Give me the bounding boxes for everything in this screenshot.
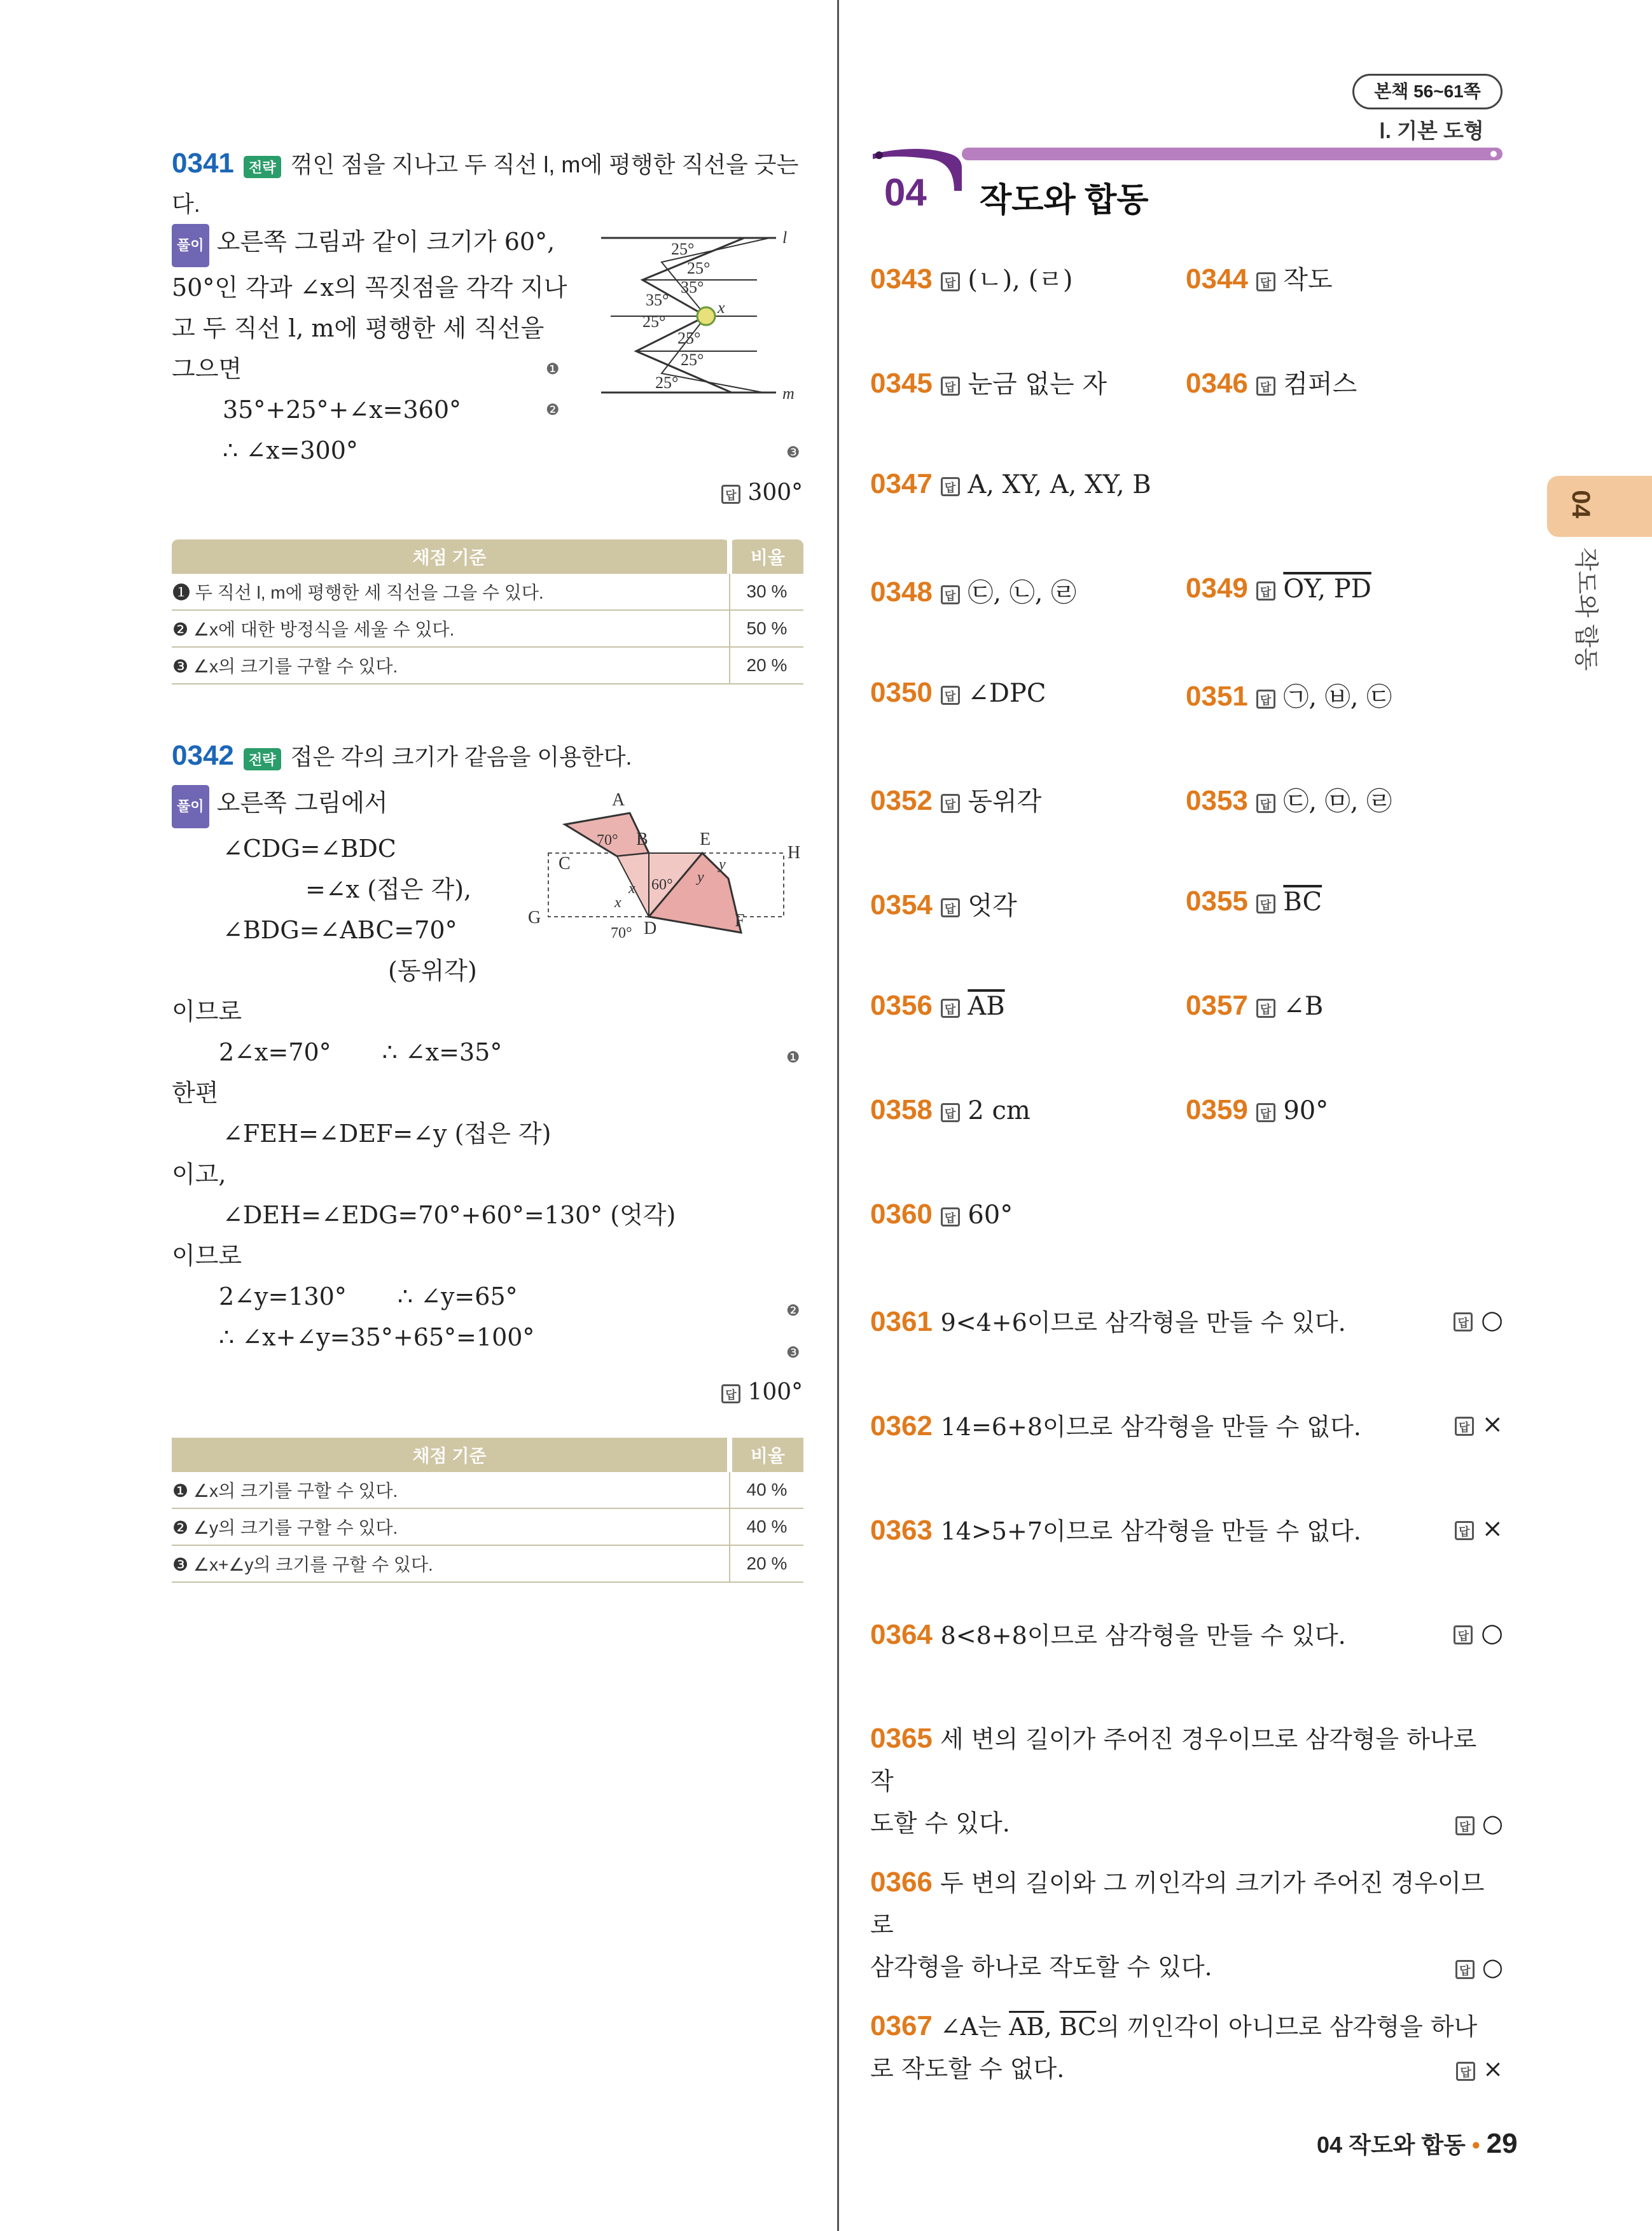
fig-angle: 70° bbox=[597, 832, 618, 849]
row-ratio: 40 % bbox=[730, 1508, 803, 1545]
answer-icon: 답 bbox=[1256, 377, 1275, 396]
q342-strategy: 접은 각의 크기가 같음을 이용한다. bbox=[290, 744, 632, 770]
fig-angle: x bbox=[628, 880, 635, 897]
answer-number: 0345 bbox=[870, 368, 933, 399]
long-answer-item bbox=[870, 1512, 1503, 1546]
answer-text: 90° bbox=[1283, 1096, 1329, 1125]
q342-mark-1: ❶ bbox=[786, 1049, 800, 1066]
long-answer-item bbox=[870, 1407, 1503, 1442]
fig-label-C: C bbox=[559, 854, 571, 873]
answer-number: 0346 bbox=[1186, 368, 1248, 399]
answer-item bbox=[1186, 364, 1357, 400]
side-tab-number: 04 bbox=[1566, 490, 1595, 518]
answer-text: 도할 수 있다. bbox=[870, 1809, 1010, 1837]
q341-line: 50°인 각과 ∠x의 꼭짓점을 각각 지나 bbox=[172, 274, 567, 302]
q341-result: ∴ ∠x=300° bbox=[223, 436, 358, 464]
q342-answer-value: 100° bbox=[747, 1379, 803, 1405]
side-tab bbox=[1547, 476, 1652, 537]
row-num: ❶ bbox=[172, 1481, 189, 1501]
q342-line: ∴ ∠x+∠y=35°+65°=100° bbox=[219, 1323, 535, 1351]
answer-item bbox=[870, 1199, 1013, 1230]
fig-angle: 25° bbox=[655, 373, 679, 392]
row-text: ∠y의 크기를 구할 수 있다. bbox=[193, 1518, 398, 1538]
q341-mark-3: ❸ bbox=[786, 444, 800, 461]
answer-number: 0358 bbox=[870, 1094, 933, 1125]
answer-item bbox=[870, 781, 1041, 817]
answer-item bbox=[870, 573, 1076, 609]
answer-number: 0350 bbox=[870, 677, 933, 708]
answer-text: $\overline{BC}$ bbox=[1283, 887, 1322, 917]
answer-text: 의 끼인각이 아니므로 삼각형을 하나 bbox=[1096, 2013, 1478, 2041]
chapter-number: 04 bbox=[884, 171, 927, 214]
long-answer-item bbox=[870, 1861, 1503, 1988]
section-label: Ⅰ. 기본 도형 bbox=[1379, 119, 1484, 142]
row-num: ❸ bbox=[172, 657, 189, 676]
q341-header bbox=[172, 145, 808, 224]
fig-angle: 25° bbox=[687, 259, 711, 277]
q341-mark-2: ❷ bbox=[546, 401, 560, 419]
chapter-title: 작도와 합동 bbox=[980, 182, 1149, 219]
answer-icon: 답 bbox=[941, 1207, 960, 1227]
answer-text: ㉢, ㉡, ㉣ bbox=[968, 578, 1077, 608]
answer-icon: 답 bbox=[1256, 999, 1275, 1018]
q341-line: 그으면 bbox=[172, 355, 242, 383]
answer-number: 0355 bbox=[1186, 886, 1248, 917]
answer-text: 눈금 없는 자 bbox=[968, 370, 1107, 399]
fig-angle: y bbox=[697, 869, 704, 886]
answer-text: 세 변의 길이가 주어진 경우이므로 삼각형을 하나로 작 bbox=[870, 1725, 1477, 1795]
footer-chapter-num: 04 bbox=[1317, 2132, 1343, 2158]
answer-number: 0343 bbox=[870, 263, 933, 295]
answer-icon: 답 bbox=[1256, 894, 1275, 914]
answer-text: 9<4+6이므로 삼각형을 만들 수 있다. bbox=[940, 1309, 1346, 1337]
side-tab-title: 작도와 합동 bbox=[1572, 547, 1599, 671]
q342-line: ∴ ∠x=35° bbox=[382, 1038, 503, 1066]
page-footer: 04 작도와 합동 • 29 bbox=[1317, 2128, 1518, 2159]
answer-number: 0344 bbox=[1186, 263, 1248, 295]
answer-icon: 답 bbox=[941, 377, 960, 396]
answer-item bbox=[870, 886, 1017, 922]
answer-icon: 답 bbox=[1256, 581, 1275, 601]
chapter-banner bbox=[868, 140, 1507, 191]
q341-strategy: 꺾인 점을 지나고 두 직선 l, m에 평행한 직선을 긋는다. bbox=[172, 151, 799, 217]
fig-label-F: F bbox=[735, 911, 745, 931]
answer-icon: 답 bbox=[941, 898, 960, 917]
q342-line: ∠CDG=∠BDC bbox=[223, 835, 396, 863]
q341-figure bbox=[598, 224, 802, 402]
answer-item bbox=[870, 364, 1107, 400]
answer-mark: ○ bbox=[1482, 1809, 1503, 1837]
q342-line: ∠FEH=∠DEF=∠y (접은 각) bbox=[223, 1120, 552, 1148]
fig-angle: 25° bbox=[681, 351, 704, 369]
answer-number: 0360 bbox=[870, 1199, 933, 1230]
page-divider bbox=[837, 0, 839, 2231]
answer-icon: 답 bbox=[1455, 1816, 1475, 1835]
answer-icon: 답 bbox=[941, 585, 960, 604]
q342-line: ∠DEH=∠EDG=70°+60°=130° (엇각) bbox=[223, 1201, 676, 1229]
table-row bbox=[172, 574, 803, 610]
answer-mark: ○ bbox=[1482, 1953, 1503, 1981]
answer-number: 0359 bbox=[1186, 1094, 1248, 1125]
answer-text: ∠DPC bbox=[968, 679, 1046, 708]
answer-number: 0364 bbox=[870, 1619, 933, 1650]
q341-answer-value: 300° bbox=[747, 480, 803, 506]
table-row bbox=[172, 610, 803, 647]
answer-number: 0354 bbox=[870, 889, 933, 921]
long-answer-item bbox=[870, 1718, 1503, 1844]
answer-item bbox=[870, 990, 1005, 1022]
answer-item bbox=[1186, 677, 1392, 713]
q341-line: 고 두 직선 l, m에 평행한 세 직선을 bbox=[172, 314, 545, 342]
answer-text: $\overline{BC}$ bbox=[1059, 2013, 1097, 2041]
q342-number: 0342 bbox=[172, 740, 234, 771]
answer-text: 동위각 bbox=[968, 787, 1042, 816]
answer-number: 0352 bbox=[870, 785, 933, 816]
answer-text: $\overline{AB}$ bbox=[1009, 2013, 1045, 2041]
solution-tag: 풀이 bbox=[172, 785, 209, 828]
q341-answer bbox=[721, 480, 803, 506]
table-row bbox=[172, 647, 803, 684]
row-text: ∠x의 크기를 구할 수 있다. bbox=[193, 657, 398, 676]
fig-angle: y bbox=[719, 856, 726, 873]
answer-icon: 답 bbox=[941, 794, 960, 813]
table-row bbox=[172, 1508, 803, 1545]
row-text: ∠x의 크기를 구할 수 있다. bbox=[193, 1481, 398, 1501]
answer-icon: 답 bbox=[941, 272, 960, 291]
fig-label-l: l bbox=[782, 228, 788, 247]
answer-number: 0362 bbox=[870, 1410, 933, 1442]
q342-line: =∠x (접은 각), bbox=[305, 875, 472, 903]
fig-angle: x bbox=[614, 894, 621, 911]
q341-number: 0341 bbox=[172, 148, 234, 179]
q342-answer bbox=[721, 1379, 803, 1405]
strategy-tag: 전략 bbox=[244, 156, 281, 178]
q341-solution bbox=[172, 221, 579, 471]
answer-number: 0366 bbox=[870, 1866, 933, 1898]
q342-scoring-table bbox=[172, 1438, 803, 1583]
answer-icon: 답 bbox=[721, 485, 740, 504]
answer-item bbox=[870, 260, 1072, 296]
answer-text: , bbox=[1044, 2013, 1060, 2041]
answer-number: 0347 bbox=[870, 468, 933, 499]
q342-line: 오른쪽 그림에서 bbox=[216, 789, 388, 817]
answer-text: ㉠, ㉥, ㉢ bbox=[1283, 683, 1392, 712]
answer-icon: 답 bbox=[941, 686, 960, 705]
answer-icon: 답 bbox=[1256, 690, 1275, 709]
answer-item bbox=[1186, 260, 1333, 296]
answer-number: 0367 bbox=[870, 2010, 933, 2041]
answer-text: 엇각 bbox=[968, 891, 1017, 921]
q341-line: 오른쪽 그림과 같이 크기가 60°, bbox=[216, 228, 555, 256]
answer-text: 14>5+7이므로 삼각형을 만들 수 없다. bbox=[940, 1517, 1361, 1545]
q341-scoring-table bbox=[172, 539, 803, 685]
answer-text: 삼각형을 하나로 작도할 수 있다. bbox=[870, 1953, 1212, 1981]
answer-number: 0353 bbox=[1186, 785, 1248, 816]
answer-mark: × bbox=[1482, 1410, 1503, 1439]
row-num: ❸ bbox=[172, 1555, 189, 1574]
page-number: 29 bbox=[1486, 2128, 1518, 2159]
table-row bbox=[172, 1545, 803, 1582]
answer-text: 두 변의 길이와 그 끼인각의 크기가 주어진 경우이므로 bbox=[870, 1869, 1485, 1939]
answer-mark: ○ bbox=[1481, 1305, 1503, 1335]
answer-text: 60° bbox=[968, 1200, 1013, 1230]
table-head-ratio: 비율 bbox=[730, 539, 803, 574]
book-ref-text: 본책 56~61쪽 bbox=[1374, 81, 1481, 101]
answer-number: 0349 bbox=[1186, 573, 1248, 604]
answer-number: 0356 bbox=[870, 990, 933, 1021]
answer-item bbox=[870, 677, 1046, 709]
table-head-criteria: 채점 기준 bbox=[172, 539, 730, 574]
strategy-tag: 전략 bbox=[244, 748, 281, 770]
q342-line: 이고, bbox=[172, 1160, 226, 1188]
q342-header bbox=[172, 739, 808, 772]
answer-icon: 답 bbox=[1256, 1103, 1275, 1122]
q342-line: 이므로 bbox=[172, 1242, 242, 1270]
answer-number: 0348 bbox=[870, 576, 933, 608]
fig-label-x: x bbox=[718, 298, 725, 317]
row-text: ∠x에 대한 방정식을 세울 수 있다. bbox=[193, 620, 455, 639]
answer-number: 0357 bbox=[1186, 990, 1248, 1021]
answer-icon: 답 bbox=[1455, 1521, 1474, 1540]
fig-label-G: G bbox=[528, 908, 541, 928]
fig-angle: 35° bbox=[646, 291, 669, 309]
book-ref-badge bbox=[1352, 74, 1503, 109]
q342-line: (동위각) bbox=[388, 957, 477, 985]
fig-angle: 25° bbox=[642, 312, 666, 331]
answer-item bbox=[1186, 1094, 1328, 1126]
answer-item bbox=[1186, 990, 1323, 1022]
q342-line: 이므로 bbox=[172, 997, 242, 1025]
row-num: ❶ bbox=[172, 583, 191, 602]
q342-mark-3: ❸ bbox=[786, 1344, 800, 1361]
row-ratio: 20 % bbox=[730, 647, 803, 684]
row-ratio: 40 % bbox=[730, 1472, 803, 1508]
footer-chapter-title: 작도와 합동 bbox=[1349, 2132, 1466, 2158]
answer-icon: 답 bbox=[1454, 1625, 1473, 1644]
q342-line: 2∠x=70° bbox=[219, 1038, 331, 1066]
fig-label-A: A bbox=[612, 790, 625, 810]
q342-figure bbox=[522, 786, 808, 952]
answer-item bbox=[1186, 573, 1371, 604]
fig-angle: 25° bbox=[677, 329, 701, 347]
fig-angle: 70° bbox=[611, 925, 632, 942]
answer-icon: 답 bbox=[1455, 1417, 1474, 1436]
row-ratio: 30 % bbox=[730, 574, 803, 610]
answer-text: ㉢, ㉤, ㉣ bbox=[1283, 787, 1392, 816]
answer-icon: 답 bbox=[941, 477, 960, 496]
answer-text: ∠A는 bbox=[940, 2013, 1010, 2041]
q342-line: 한편 bbox=[172, 1079, 219, 1107]
row-ratio: 50 % bbox=[730, 610, 803, 647]
answer-item bbox=[1186, 886, 1322, 917]
table-head-ratio: 비율 bbox=[730, 1438, 803, 1472]
solution-tag: 풀이 bbox=[172, 224, 209, 267]
fig-label-H: H bbox=[788, 843, 801, 863]
long-answer-item bbox=[870, 2005, 1503, 2090]
answer-number: 0351 bbox=[1186, 681, 1248, 712]
answer-text: 2 cm bbox=[968, 1096, 1031, 1125]
q342-line: ∴ ∠y=65° bbox=[397, 1282, 518, 1310]
answer-icon: 답 bbox=[1456, 2062, 1475, 2081]
row-ratio: 20 % bbox=[730, 1545, 803, 1582]
answer-icon: 답 bbox=[1454, 1312, 1473, 1331]
fig-angle: 25° bbox=[671, 240, 695, 258]
answer-text: 로 작도할 수 없다. bbox=[870, 2055, 1065, 2083]
table-head-criteria: 채점 기준 bbox=[172, 1438, 730, 1472]
answer-text: 컴퍼스 bbox=[1283, 370, 1357, 399]
answer-icon: 답 bbox=[941, 999, 960, 1018]
q341-equation: 35°+25°+∠x=360° bbox=[223, 396, 462, 424]
row-text: 두 직선 l, m에 평행한 세 직선을 그을 수 있다. bbox=[195, 583, 544, 602]
answer-mark: ○ bbox=[1481, 1618, 1503, 1648]
fig-label-E: E bbox=[700, 830, 711, 849]
answer-icon: 답 bbox=[941, 1103, 960, 1122]
fig-angle: 35° bbox=[681, 278, 704, 296]
answer-number: 0363 bbox=[870, 1515, 933, 1546]
answer-mark: × bbox=[1482, 1514, 1503, 1543]
answer-item bbox=[870, 468, 1151, 500]
fig-label-m: m bbox=[782, 384, 795, 402]
answer-icon: 답 bbox=[1256, 272, 1275, 291]
table-row bbox=[172, 1472, 803, 1508]
fig-angle: 60° bbox=[651, 877, 673, 893]
answer-text: A, XY, A, XY, B bbox=[968, 470, 1151, 499]
answer-text: ∠B bbox=[1283, 992, 1324, 1021]
row-num: ❷ bbox=[172, 620, 189, 639]
answer-item bbox=[1186, 781, 1392, 817]
answer-icon: 답 bbox=[1455, 1960, 1475, 1979]
answer-text: 8<8+8이므로 삼각형을 만들 수 있다. bbox=[940, 1622, 1346, 1650]
q342-line: 2∠y=130° bbox=[219, 1282, 347, 1310]
answer-text: (ㄴ), (ㄹ) bbox=[968, 265, 1073, 295]
q341-mark-1: ❶ bbox=[546, 361, 560, 378]
answer-text: $\overline{AB}$ bbox=[968, 992, 1005, 1021]
answer-number: 0365 bbox=[870, 1723, 933, 1754]
fig-label-B: B bbox=[636, 830, 648, 849]
answer-text: 작도 bbox=[1283, 265, 1333, 295]
answer-item bbox=[870, 1094, 1031, 1126]
long-answer-item bbox=[870, 1303, 1503, 1338]
q342-line: ∠BDG=∠ABC=70° bbox=[223, 916, 457, 944]
answer-icon: 답 bbox=[721, 1384, 740, 1403]
answer-mark: × bbox=[1483, 2055, 1503, 2083]
answer-icon: 답 bbox=[1256, 794, 1275, 813]
q342-mark-2: ❷ bbox=[786, 1302, 800, 1319]
answer-text: OY, PD bbox=[1283, 574, 1371, 604]
long-answer-item bbox=[870, 1616, 1503, 1651]
row-num: ❷ bbox=[172, 1518, 189, 1538]
fig-label-D: D bbox=[644, 919, 657, 938]
answer-text: 14=6+8이므로 삼각형을 만들 수 없다. bbox=[940, 1413, 1361, 1441]
row-text: ∠x+∠y의 크기를 구할 수 있다. bbox=[193, 1555, 433, 1574]
answer-number: 0361 bbox=[870, 1306, 933, 1337]
